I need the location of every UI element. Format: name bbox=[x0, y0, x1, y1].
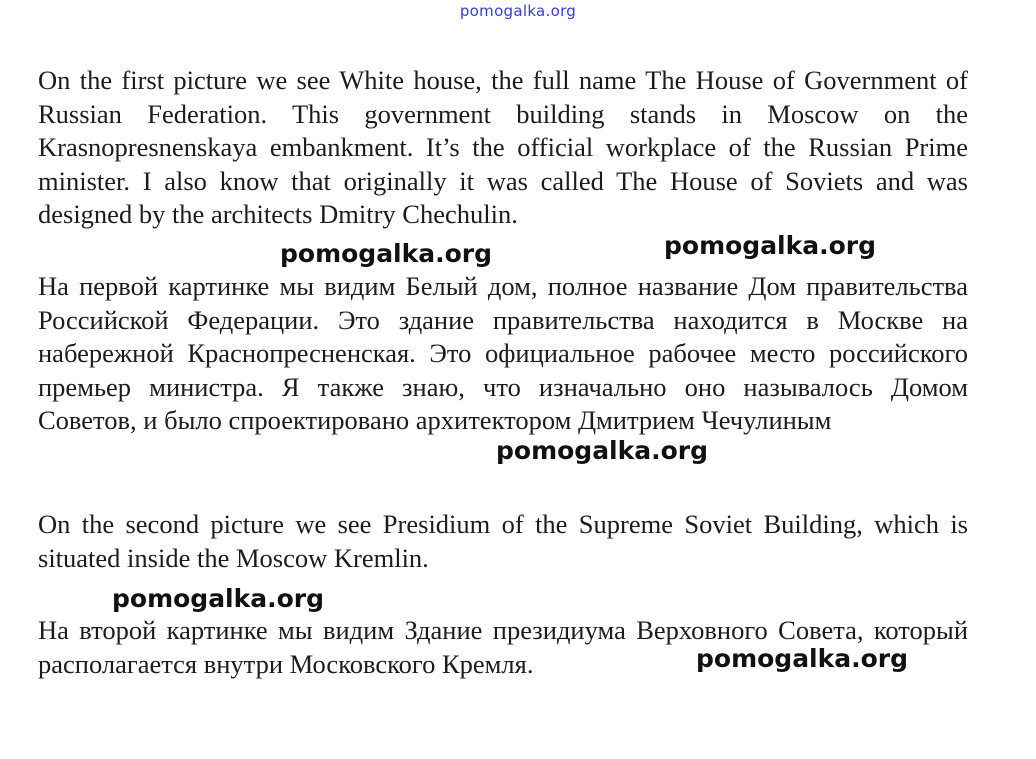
watermark-text: pomogalka.org bbox=[696, 644, 909, 673]
paragraph-russian-first-picture: На первой картинке мы видим Белый дом, полное название Дом правительства Российской Федерации. Это здание правительства находится в Москве на набережной Краснопресненская. Это официальное рабочее место российского премьер министра. Я также знаю, что изначально оно называлось Домом Советов, и было спроектировано архитектором Дмитрием Чечулиным bbox=[38, 271, 968, 436]
paragraph-english-second-picture: On the second picture we see Presidium of the Supreme Soviet Building, which is situated inside the Moscow Kremlin. bbox=[38, 509, 968, 573]
header-watermark: pomogalka.org bbox=[459, 2, 577, 20]
paragraph-russian-second-picture: На второй картинке мы видим Здание президиума Верховного Совета, который располагается внутри Московского Кремля. bbox=[38, 615, 968, 679]
paragraph-english-first-picture: On the first picture we see White house, the full name The House of Government of Russian Federation. This government building stands in Moscow on the Krasnopresnenskaya embankment. It’s the official workplace of the Russian Prime minister. I also know that originally it was called The House of Soviets and was designed by the architects Dmitry Chechulin. bbox=[38, 65, 968, 230]
watermark-text: pomogalka.org bbox=[112, 584, 325, 613]
watermark-text: pomogalka.org bbox=[280, 239, 493, 268]
watermark-text: pomogalka.org bbox=[664, 231, 877, 260]
watermark-text: pomogalka.org bbox=[496, 436, 709, 465]
